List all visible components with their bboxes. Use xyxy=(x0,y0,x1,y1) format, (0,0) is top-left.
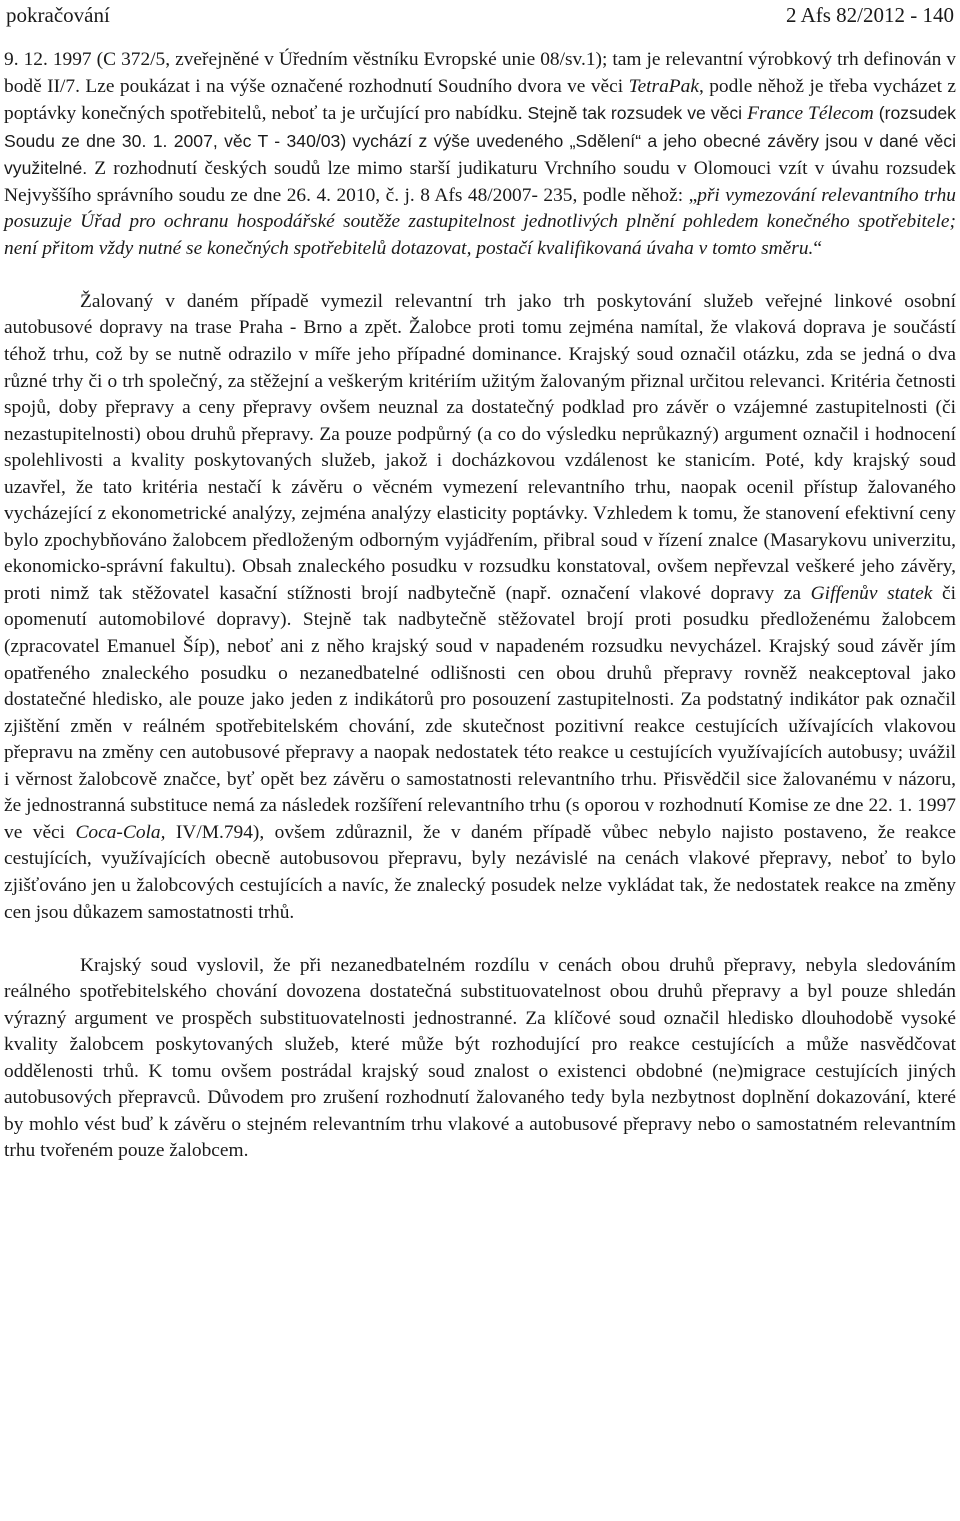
p3-text-1: Krajský soud vyslovil, že při nezanedbatelném rozdílu v cenách obou druhů přepravy, nebyla sledováním reálného spotřebitelského chování dovozena dostatečná substituovatelnost obou druhů přepravy a byl pouze shledán výrazný argument ve prospěch substituovatelnosti jednostranné. Za klíčové soud označil hledisko dlouhodobě vysoké kvality žalobcem poskytovaných služeb, které může být rozhodující pro reakce cestujících a může nasvědčovat oddělenosti trhů. K tomu ovšem postrádal krajský soud znalost o existenci obdobné (ne)migrace cestujících jiných autobusových přepravců. Důvodem pro zrušení rozhodnutí žalovaného tedy byla nezbytnost doplnění dokazování, které by mohlo vést buď k závěru o stejném relevantním trhu vlakové a autobusové přepravy nebo o samostatném relevantním trhu tvořeném pouze žalobcem. xyxy=(4,954,956,1162)
p1-case-france-telecom: France Télecom xyxy=(747,103,874,125)
p1-text-3: , podle něhož je třeba vycházet z poptávky konečných spotřebitelů, neboť ta je určující pro nabídku. xyxy=(4,75,956,125)
p2-text-5: IV/M.794), ovšem zdůraznil, že v daném případě vůbec nebylo najisto postaveno, že reakce cestujících, využívajících obecně autobusovou přepravu, byly nezávislé na cenách vlakové přepravy, neboť to bylo zjišťováno jen u žalobcových cestujících a navíc, že znalecký posudek nelze vykládat tak, že nedostatek reakce na změny cen jsou důkazem samostatnosti trhů. xyxy=(4,821,956,923)
p1-text-7: Z rozhodnutí českých soudů lze mimo starší judikaturu Vrchního soudu v Olomouci vzít v úvahu rozsudek Nejvyššího správního soudu ze dne 26. 4. 2010, č. j. 8 Afs 48/2007- 235, podle něhož: „ xyxy=(4,158,956,206)
p1-text-4: Stejně tak rozsudek ve věci xyxy=(527,103,748,124)
p1-quotation: při vymezování relevantního trhu posuzuje Úřad pro ochranu hospodářské soutěže zastupitelnost jednotlivých plnění pohledem konečného spotřebitele; není přitom vždy nutné se konečných spotřebitelů dotazovat, postačí kvalifikovaná úvaha v tomto směru. xyxy=(4,184,956,259)
p1-text-1: 9. 12. 1997 (C 372/5, zveřejněné v Úředním věstníku Evropské unie 08/sv.1); tam je relevantní výrobkový trh definován v bodě II/7. Lze poukázat i na výše označené rozhodnutí Soudního dvora ve věci xyxy=(4,49,956,97)
paragraph-1 xyxy=(4,47,956,1165)
p1-closing-quote: “ xyxy=(813,237,822,259)
page-header xyxy=(6,0,954,30)
p2-giffen-good: Giffenův statek xyxy=(810,582,933,604)
p2-case-coca-cola: Coca-Cola, xyxy=(75,821,166,843)
p1-case-tetrapak: TetraPak xyxy=(628,75,699,97)
p1-text-6: (rozsudek Soudu ze dne 30. 1. 2007, věc T - 340/03) vychází z výše uvedeného „Sdělení“ a jeho obecné závěry jsou v dané věci využitelné. xyxy=(4,103,956,179)
header-case-number: 2 Afs 82/2012 - 140 xyxy=(786,3,954,27)
header-continuation-label: pokračování xyxy=(6,3,110,27)
p2-text-1: Žalovaný v daném případě vymezil relevantní trh jako trh poskytování služeb veřejné linkové osobní autobusové dopravy na trase Praha - Brno a zpět. Žalobce proti tomu zejména namítal, že vlaková doprava je součástí téhož trhu, což by se nutně odrazilo v míře jeho případné dominance. Krajský soud označil otázku, zda se jedná o dva různé trhy či o trh společný, za stěžejní a veškerým kritériím užitým žalovaným přiznal určitou relevanci. Kritéria četnosti spojů, doby přepravy a ceny přepravy ovšem neuznal za dostatečný podklad pro závěr o vzájemné zastupitelnosti (či nezastupitelnosti) obou druhů přepravy. Za pouze podpůrný (a co do výsledku neprůkazný) argument označil i hodnocení spolehlivosti a kvality poskytovaných služeb, jakož i docházkovou vzdálenost ke stanicím. Poté, kdy krajský soud uzavřel, že tato kritéria nestačí k závěru o věcném vymezení relevantního trhu, naopak ocenil přístup žalovaného vycházející z ekonometrické analýzy, zejména analýzy elasticity poptávky. Vzhledem k tomu, že stanovení efektivní ceny bylo zpochybňováno žalobcem předloženým odborným vyjádřením, přibral soud v řízení znalce (Masarykovu univerzitu, ekonomicko-správní fakultu). Obsah znaleckého posudku v rozsudku konstatoval, ovšem nepřevzal veškeré jeho závěry, proti nimž tak stěžovatel kasační stížnosti brojí nadbytečně (např. označení vlakové dopravy za xyxy=(4,290,956,604)
p2-text-3: či opomenutí automobilové dopravy). Stejně tak nadbytečně stěžovatel brojí proti posudku předloženému žalobcem (zpracovatel Emanuel Šíp), neboť ani z něho krajský soud v napadeném rozsudku nevycházel. Krajský soud závěr jím opatřeného znaleckého posudku o nezanedbatelné odlišnosti cen obou druhů přepravy rovněž neakceptoval jako dostatečné hledisko, ale pouze jako jeden z indikátorů pro posouzení zastupitelnosti. Za podstatný indikátor pak označil zjištění změn v reálném spotřebitelském chování, zde skutečnost pozitivní reakce cestujících užívajících vlakovou přepravu na změny cen autobusové přepravy a naopak nedostatek této reakce u cestujících využívajících autobusy; uvážil i věrnost žalobcově značce, byť opět bez závěru o samostatnosti relevantního trhu. Přisvědčil sice žalovanému v názoru, že jednostranná substituce nemá za následek rozšíření relevantního trhu (s oporou v rozhodnutí Komise ze dne 22. 1. 1997 ve věci xyxy=(4,582,956,843)
